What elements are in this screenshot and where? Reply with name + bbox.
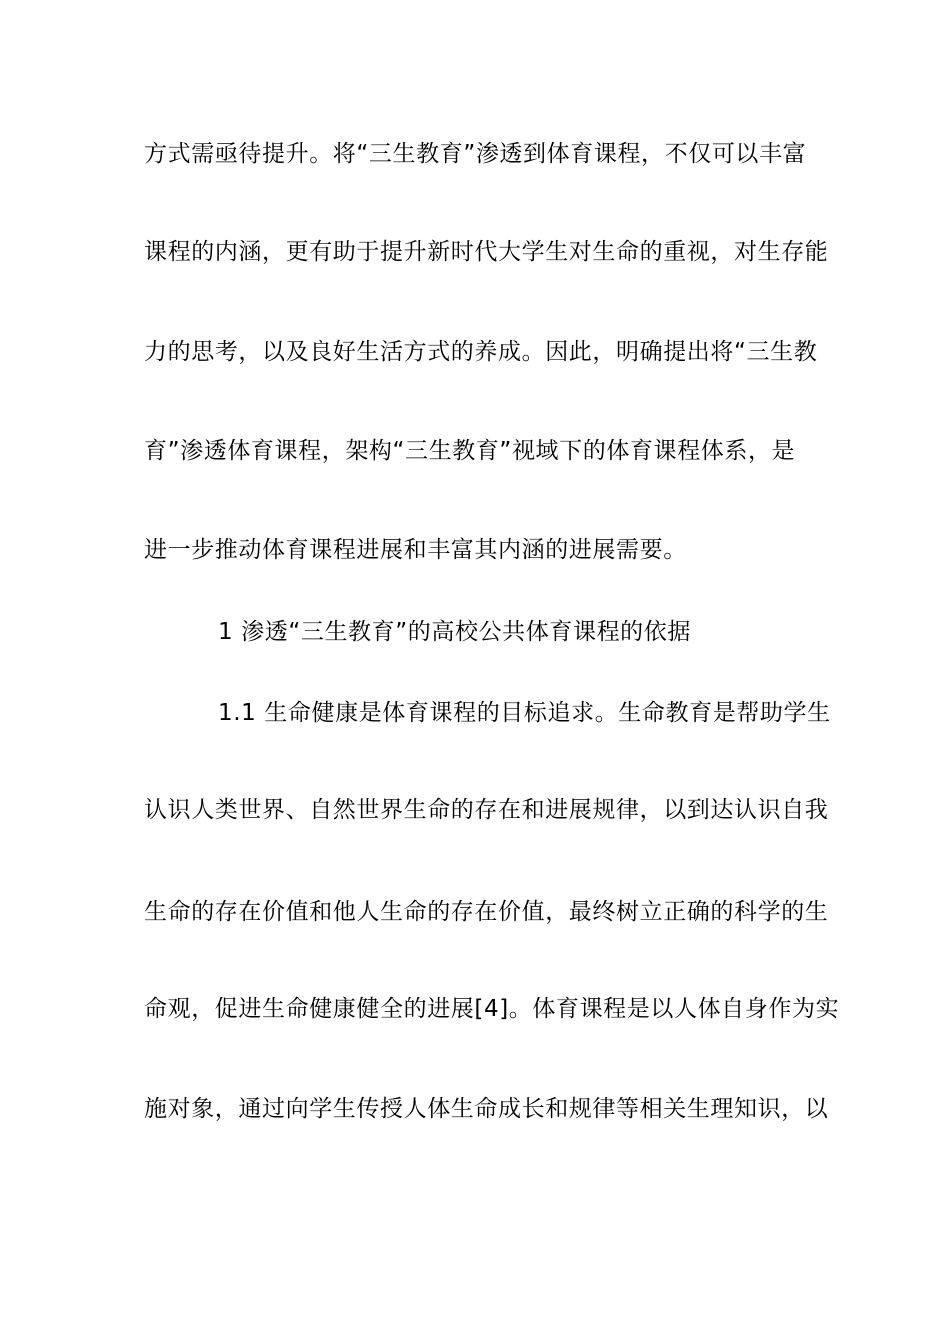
paragraph-line: 力的思考，以及良好生活方式的养成。因此，明确提出将“三生教: [144, 339, 818, 365]
paragraph-line: 命观，促进生命健康健全的进展[4]。体育课程是以人体自身作为实: [144, 996, 840, 1022]
paragraph-line: 进一步推动体育课程进展和丰富其内涵的进展需要。: [144, 537, 687, 563]
subsection-line: 1.1 生命健康是体育课程的目标追求。生命教育是帮助学生: [218, 700, 831, 726]
section-heading: 1 渗透“三生教育”的高校公共体育课程的依据: [218, 619, 691, 645]
paragraph-line: 生命的存在价值和他人生命的存在价值，最终树立正确的科学的生: [144, 899, 829, 925]
paragraph-line: 认识人类世界、自然世界生命的存在和进展规律，以到达认识自我: [144, 797, 829, 823]
paragraph-line: 课程的内涵，更有助于提升新时代大学生对生命的重视，对生存能: [144, 239, 829, 265]
paragraph-line: 育”渗透体育课程，架构“三生教育”视域下的体育课程体系，是: [144, 438, 796, 464]
paragraph-line: 施对象，通过向学生传授人体生命成长和规律等相关生理知识，以: [144, 1096, 829, 1122]
paragraph-line: 方式需亟待提升。将“三生教育”渗透到体育课程，不仅可以丰富: [144, 141, 807, 167]
